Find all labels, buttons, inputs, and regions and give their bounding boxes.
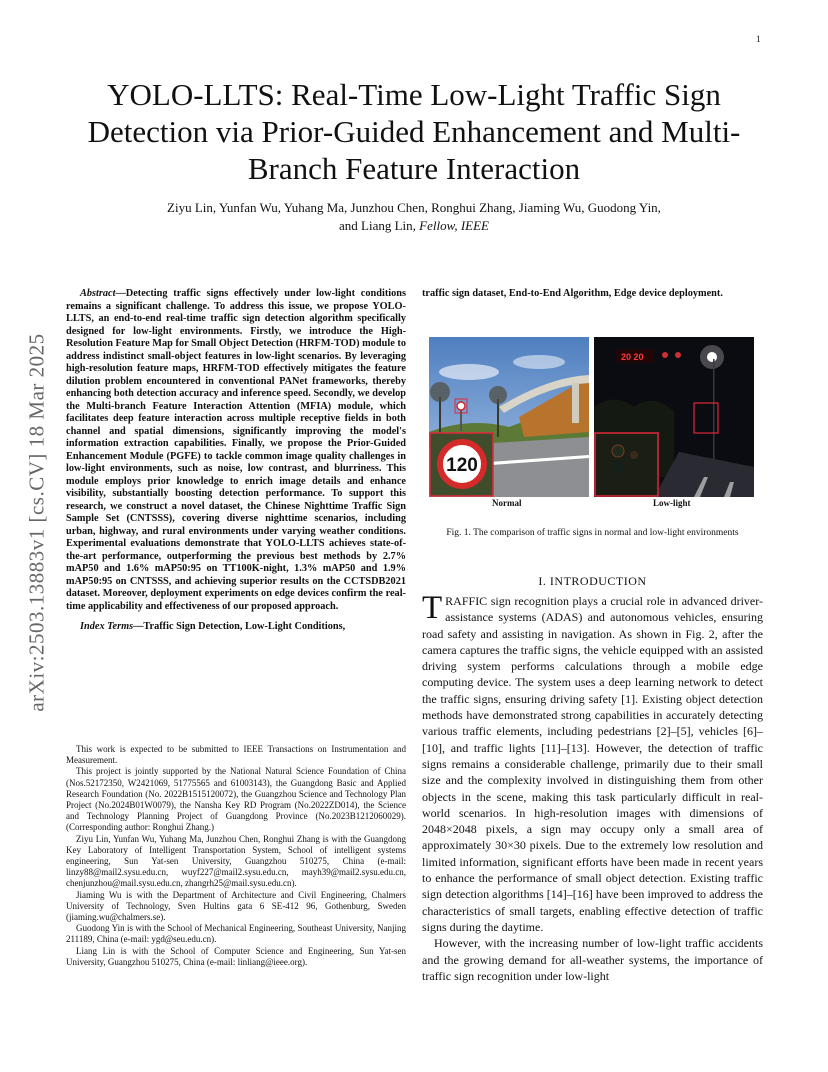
abstract	[66, 288, 406, 613]
intro-paragraph-1	[422, 590, 763, 935]
night-sign-text: 20 20	[621, 352, 644, 362]
authors-last: and Liang Lin,	[339, 218, 416, 233]
index-terms-label: Index Terms	[80, 621, 134, 632]
left-column	[66, 288, 406, 634]
abstract-body: —Detecting traffic signs effectively under low-light conditions remains a significant challenge. To address this issue, we propose YOLO-LLTS, an end-to-end real-time traffic sign detection algorithm specifically designed for low-light environments. Firstly, we introduce the High-Resolution Feature Map for Small Object Detection (HRFM-TOD) module to address indistinct small-object features in low-light scenarios. By leveraging high-resolution feature maps, HRFM-TOD effectively mitigates the feature dilution problem encountered in conventional PANet frameworks, thereby enhancing both detection accuracy and inference speed. Secondly, we develop the Multi-branch Feature Interaction Attention (MFIA) module, which facilitates deep feature interaction across multiple receptive fields in both channel and spatial dimensions, significantly improving the model's information extraction capabilities. Finally, we propose the Prior-Guided Enhancement Module (PGFE) to tackle common image quality challenges in low-light environments, such as noise, low contrast, and blurriness. This module employs prior knowledge to enrich image details and enhance visibility, substantially boosting detection performance. To support this research, we construct a novel dataset, the Chinese Nighttime Traffic Sign Sample Set (CNTSSS), covering diverse nighttime scenarios, including urban, highway, and rural environments under varying weather conditions. Experimental evaluations demonstrate that YOLO-LLTS achieves state-of-the-art performance, outperforming the previous best methods by 2.7% mAP50 and 1.6% mAP50:95 on TT100K-night, 1.3% mAP50 and 1.9% mAP50:95 on CNTSSS, and achieving superior results on the CCTSDB2021 dataset. Moreover, deployment experiments on edge devices confirm the real-time applicability and effectiveness of our proposed approach.	[66, 288, 406, 612]
section-heading: I. INTRODUCTION	[538, 574, 647, 588]
normal-panel	[429, 337, 589, 497]
author-list	[60, 199, 768, 235]
right-column-top	[422, 288, 763, 301]
paper-title: YOLO-LLTS: Real-Time Low-Light Traffic Sign Detection via Prior-Guided Enhancement and Multi-Branch Feature Interaction	[87, 77, 741, 186]
page-number: 1	[756, 34, 761, 44]
abstract-label: Abstract	[80, 288, 116, 299]
footnote: This project is jointly supported by the National Natural Science Foundation of China (Nos.52172350, W2421069, 51775565 and 61003143), the Guangdong Basic and Applied Research Foundation (No. 2022B1515120072), the Guangzhou Science and Technology Plan Project (No.2024B01W0079), the Nansha Key RD Program (No.2022ZD014), the Science and Technology Planning Project of Guangdong Province (No.2023B1212060029). (Corresponding author: Ronghui Zhang.)	[66, 766, 406, 833]
footnote: Liang Lin is with the School of Computer Science and Engineering, Sun Yat-sen University, Guangzhou 510275, China (e-mail: linliang@ieee.org).	[66, 945, 406, 967]
figure-caption: Fig. 1. The comparison of traffic signs in normal and low-light environments	[446, 528, 739, 538]
inset-sign-text: 120	[446, 455, 478, 476]
dropcap-letter: T	[422, 590, 443, 626]
footnotes	[66, 744, 406, 968]
index-terms-body: —Traffic Sign Detection, Low-Light Conditions,	[133, 621, 346, 632]
figure-label-lowlight: Low-light	[653, 498, 691, 508]
index-terms-continued: traffic sign dataset, End-to-End Algorithm, Edge device deployment.	[422, 288, 723, 299]
footnote: Jiaming Wu is with the Department of Architecture and Civil Engineering, Chalmers University of Technology, Sven Hultins gata 6 SE-412 96, Gothenburg, Sweden (jiaming.wu@chalmers.se).	[66, 889, 406, 923]
footnote: Ziyu Lin, Yunfan Wu, Yuhang Ma, Junzhou Chen, Ronghui Zhang is with the Guangdong Key Laboratory of Intelligent Transportation System, School of intelligent systems engineering, Sun Yat-sen University, Guangzhou 510275, China (e-mail: linzy88@mail2.sysu.edu.cn, wuyf227@mail2.sysu.edu.cn, mayh39@mail2.sysu.edu.cn, chenjunzhou@mail.sysu.edu.cn, zhangrh25@mail.sysu.edu.cn).	[66, 833, 406, 889]
authors-main: Ziyu Lin, Yunfan Wu, Yuhang Ma, Junzhou Chen, Ronghui Zhang, Jiaming Wu, Guodong Yin,	[167, 200, 661, 215]
intro-paragraph-1-text: RAFFIC sign recognition plays a crucial role in advanced driver-assistance systems (ADAS) and autonomous vehicles, ensuring road safety and assisting in navigation. As shown in Fig. 2, after the camera captures the traffic signs, the vehicle equipped with an assisted driving system performs calculations through a mobile edge computing device. The system uses a deep learning network to detect the traffic signs, ensuring driving safety [1]. Existing object detection methods have demonstrated strong capabilities in accurately detecting various traffic elements, including pedestrians [2]–[5], vehicles [6]–[10], and traffic lights [11]–[13]. However, the detection of traffic signs remains a considerable challenge, primarily due to their small size and the complexity involved in distinguishing them from other objects in the scene, making this task particularly difficult in real-world scenarios. In high-resolution images with dimensions of 2048×2048 pixels, a sign may occupy only a small area of approximately 30×30 pixels. Due to the extremely low resolution and limited information, significant efforts have been made in recent years to enhance the performance of small object detection. Existing traffic sign detection algorithms [14]–[16] have been improved to address the characteristics of small targets, enabling effective detection of traffic signs during the daytime.	[422, 594, 763, 934]
index-terms	[66, 621, 406, 634]
authors-fellow: Fellow, IEEE	[419, 218, 489, 233]
figure-label-normal: Normal	[492, 498, 522, 508]
lowlight-panel	[594, 337, 754, 497]
figure-1	[429, 337, 755, 497]
intro-paragraph-2: However, with the increasing number of low-light traffic accidents and the growing demand for all-weather systems, the importance of traffic sign recognition under low-light	[422, 936, 763, 983]
footnote: This work is expected to be submitted to IEEE Transactions on Instrumentation and Measurement.	[66, 744, 406, 766]
introduction-body	[422, 590, 763, 984]
lowlight-scene-image	[594, 337, 754, 497]
footnote: Guodong Yin is with the School of Mechanical Engineering, Southeast University, Nanjing 211189, China (e-mail: ygd@seu.edu.cn).	[66, 923, 406, 945]
normal-scene-image	[429, 337, 589, 497]
arxiv-identifier: arXiv:2503.13883v1 [cs.CV] 18 Mar 2025	[24, 333, 49, 712]
